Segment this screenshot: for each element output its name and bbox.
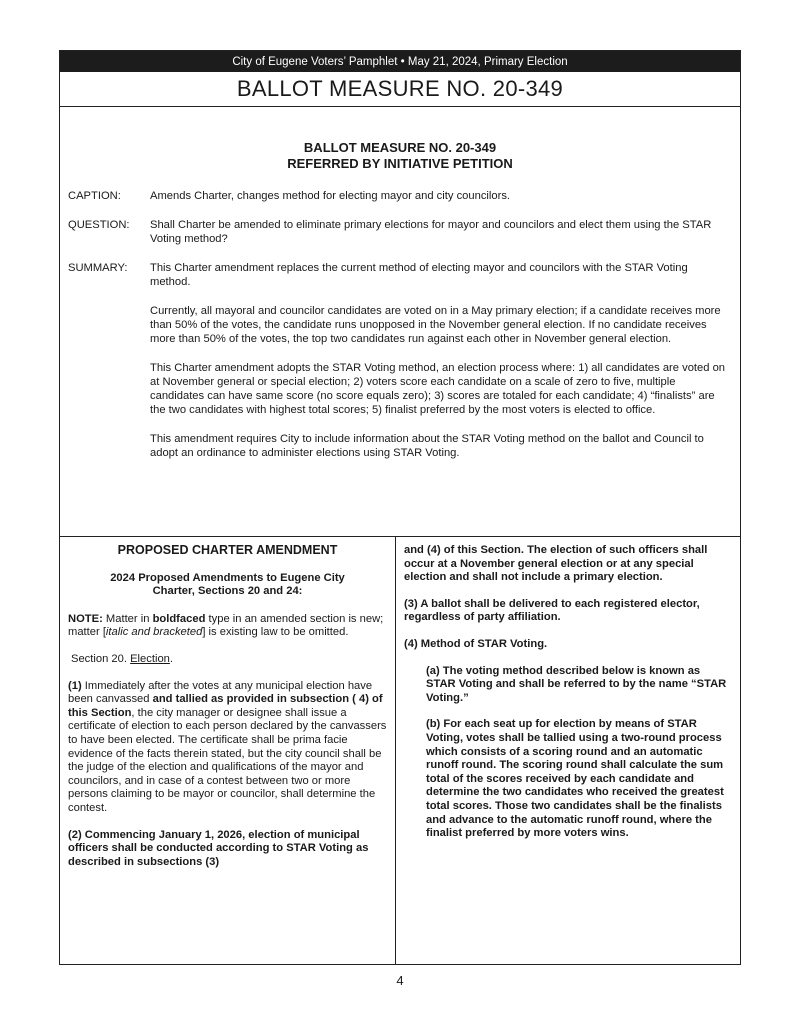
summary-paragraph-1: This Charter amendment replaces the current method of electing mayor and councilors with the STAR Voting method.: [150, 262, 688, 288]
summary-paragraph-3: This Charter amendment adopts the STAR Voting method, an election process where: 1) all candidates are voted on at November general or special election; 2) voters score each candidate on a scale of zero to five, multiple candidates can have same score (no score equals zero); 3) scores are totaled for each candidate; 4) “finalists” are the two candidates with highest total scores; 5) finalist preferred by the most voters is elected to office.: [150, 362, 726, 416]
summary-row: [60, 261, 740, 289]
page-frame: [59, 50, 741, 965]
measure-heading: BALLOT MEASURE NO. 20-349: [303, 140, 497, 155]
note-label: NOTE:: [68, 612, 103, 625]
subsection-4-heading: (4) Method of STAR Voting.: [404, 637, 548, 650]
subsection-2: (2) Commencing January 1, 2026, election of municipal officers shall be conducted according to STAR Voting as described in subsections (3): [68, 828, 369, 868]
subsection-1-bold-text: and tallied as provided in subsection ( 4) of this Section: [68, 693, 383, 719]
amendment-left-column: [60, 537, 396, 965]
caption-text: Amends Charter, changes method for electing mayor and city councilors.: [150, 190, 511, 202]
note-text-b: type in an amended section is new; matter [: [68, 612, 384, 639]
amendment-subheading: 2024 Proposed Amendments to Eugene City Charter, Sections 20 and 24:: [110, 571, 345, 598]
section-prefix: Section 20.: [71, 652, 131, 665]
question-row: [60, 218, 740, 246]
subsection-1: [68, 680, 387, 816]
subsection-1-text-b: , the city manager or designee shall issue a certificate of election to each person declared by the canvassers to have been elected. The certificate shall be prima facie evidence of the facts therein stated, but the city council shall be the judge of the election and qualifications of the mayor and councilors, and in case of a contest between two or more persons claiming to be mayor or councilor, shall determine the contest.: [68, 706, 387, 814]
section-name: Election: [130, 652, 170, 665]
subsection-2-continued: and (4) of this Section. The election of such officers shall occur at a November general election or at any special election and shall not include a primary election.: [404, 544, 708, 584]
pamphlet-banner: City of Eugene Voters’ Pamphlet • May 21, 2024, Primary Election: [60, 51, 740, 72]
subsection-4b: (b) For each seat up for election by means of STAR Voting, votes shall be tallied using a two-round process which consists of a scoring round and an automatic runoff round. The scoring round shall calculate the sum total of the scores received by each candidate and determine the two candidates who received the greatest total scores. Those two candidates shall be the finalists and advance to the automatic runoff round, where the finalist preferred by more voters wins.: [426, 718, 724, 840]
amendment-section: [60, 537, 740, 965]
page-number: 4: [396, 973, 404, 988]
note-bold-word: boldfaced: [152, 612, 206, 625]
subsection-1-text-a: Immediately after the votes at any municipal election have been canvassed: [68, 679, 373, 706]
caption-label: CAPTION:: [68, 190, 121, 202]
summary-paragraph-2: Currently, all mayoral and councilor candidates are voted on in a May primary election; if a candidate receives more than 50% of the votes, the candidate runs unopposed in the November general election. If no candidate receives more than 50% of the votes, the top two candidates run against each other in November general election.: [150, 305, 721, 345]
section-20-heading: [68, 653, 387, 667]
amendment-heading: PROPOSED CHARTER AMENDMENT: [117, 543, 338, 557]
subsection-3: (3) A ballot shall be delivered to each registered elector, regardless of party affiliation.: [404, 597, 700, 624]
note-text-a: Matter in: [102, 612, 153, 625]
note-italic-words: italic and bracketed: [105, 626, 203, 639]
summary-paragraph-4: This amendment requires City to include information about the STAR Voting method on the ballot and Council to adopt an ordinance to administer elections using STAR Voting.: [150, 433, 704, 459]
measure-summary-section: [60, 107, 740, 537]
subsection-1-number: (1): [68, 679, 82, 692]
caption-row: [60, 189, 740, 203]
question-text: Shall Charter be amended to eliminate primary elections for mayor and councilors and elect them using the STAR Voting method?: [150, 219, 712, 245]
question-label: QUESTION:: [68, 219, 130, 231]
summary-label: SUMMARY:: [68, 262, 128, 274]
note-text-c: ] is existing law to be omitted.: [202, 626, 349, 639]
section-suffix: .: [169, 652, 174, 665]
subsection-4a: (a) The voting method described below is known as STAR Voting and shall be referred to by the name “STAR Voting.”: [426, 664, 727, 704]
measure-subheading: REFERRED BY INITIATIVE PETITION: [287, 156, 513, 171]
note-paragraph: [68, 613, 387, 640]
measure-title: BALLOT MEASURE NO. 20-349: [60, 72, 740, 107]
amendment-right-column: [396, 537, 740, 965]
